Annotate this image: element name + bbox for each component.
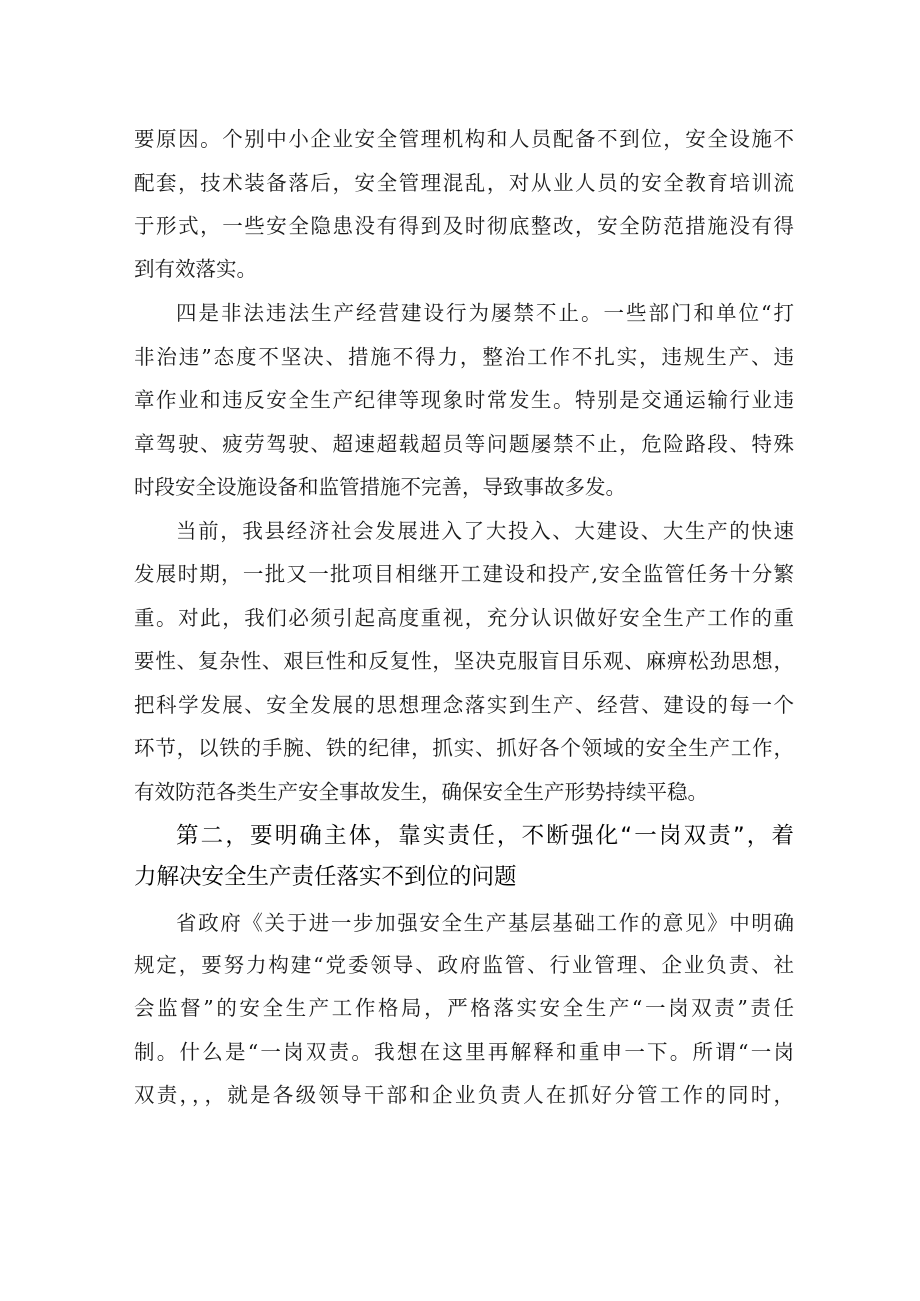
paragraph-4-line-4: 双责，，，就是各级领导干部和企业负责人在抓好分管工作的同时， bbox=[134, 1083, 794, 1107]
paragraph-0-line-2: 于形式，一些安全隐患没有得到及时彻底整改，安全防范措施没有得 bbox=[134, 214, 794, 238]
paragraph-2-line-5: 环节，以铁的手腕、铁的纪律，抓实、抓好各个领域的安全生产工作， bbox=[134, 736, 794, 760]
paragraph-4-line-0: 省政府《关于进一步加强安全生产基层基础工作的意见》中明确 bbox=[176, 911, 794, 935]
paragraph-0-line-1: 配套，技术装备落后，安全管理混乱，对从业人员的安全教育培训流 bbox=[134, 171, 794, 195]
paragraph-1-line-4: 时段安全设施设备和监管措施不完善，导致事故多发。 bbox=[134, 475, 626, 499]
paragraph-4-line-2: 会监督”的安全生产工作格局，严格落实安全生产“一岗双责”责任 bbox=[134, 996, 794, 1020]
paragraph-1-line-0: 四是非法违法生产经营建设行为屡禁不止。一些部门和单位“打 bbox=[176, 301, 794, 325]
section-heading-line-1: 力解决安全生产责任落实不到位的问题 bbox=[134, 864, 517, 890]
paragraph-2-line-2: 重。对此，我们必须引起高度重视，充分认识做好安全生产工作的重 bbox=[134, 606, 794, 630]
paragraph-2-line-4: 把科学发展、安全发展的思想理念落实到生产、经营、建设的每一个 bbox=[134, 693, 794, 717]
paragraph-0-line-0: 要原因。个别中小企业安全管理机构和人员配备不到位，安全设施不 bbox=[134, 127, 794, 151]
section-heading-line-0: 第二，要明确主体，靠实责任，不断强化“一岗双责”，着 bbox=[176, 823, 794, 849]
paragraph-1-line-2: 章作业和违反安全生产纪律等现象时常发生。特别是交通运输行业违 bbox=[134, 388, 794, 412]
paragraph-4-line-3: 制。什么是“一岗双责。我想在这里再解释和重申一下。所谓“一岗 bbox=[134, 1040, 794, 1064]
paragraph-2-line-3: 要性、复杂性、艰巨性和反复性，坚决克服盲目乐观、麻痹松劲思想， bbox=[134, 649, 794, 673]
paragraph-0-line-3: 到有效落实。 bbox=[134, 257, 257, 281]
paragraph-1-line-3: 章驾驶、疲劳驾驶、超速超载超员等问题屡禁不止，危险路段、特殊 bbox=[134, 432, 794, 456]
paragraph-2-line-0: 当前，我县经济社会发展进入了大投入、大建设、大生产的快速 bbox=[176, 519, 794, 543]
paragraph-2-line-1: 发展时期，一批又一批项目相继开工建设和投产,安全监管任务十分繁 bbox=[134, 562, 794, 586]
paragraph-1-line-1: 非治违”态度不坚决、措施不得力，整治工作不扎实，违规生产、违 bbox=[134, 345, 794, 369]
paragraph-2-line-6: 有效防范各类生产安全事故发生，确保安全生产形势持续平稳。 bbox=[134, 780, 708, 804]
paragraph-4-line-1: 规定，要努力构建“党委领导、政府监管、行业管理、企业负责、社 bbox=[134, 953, 794, 977]
